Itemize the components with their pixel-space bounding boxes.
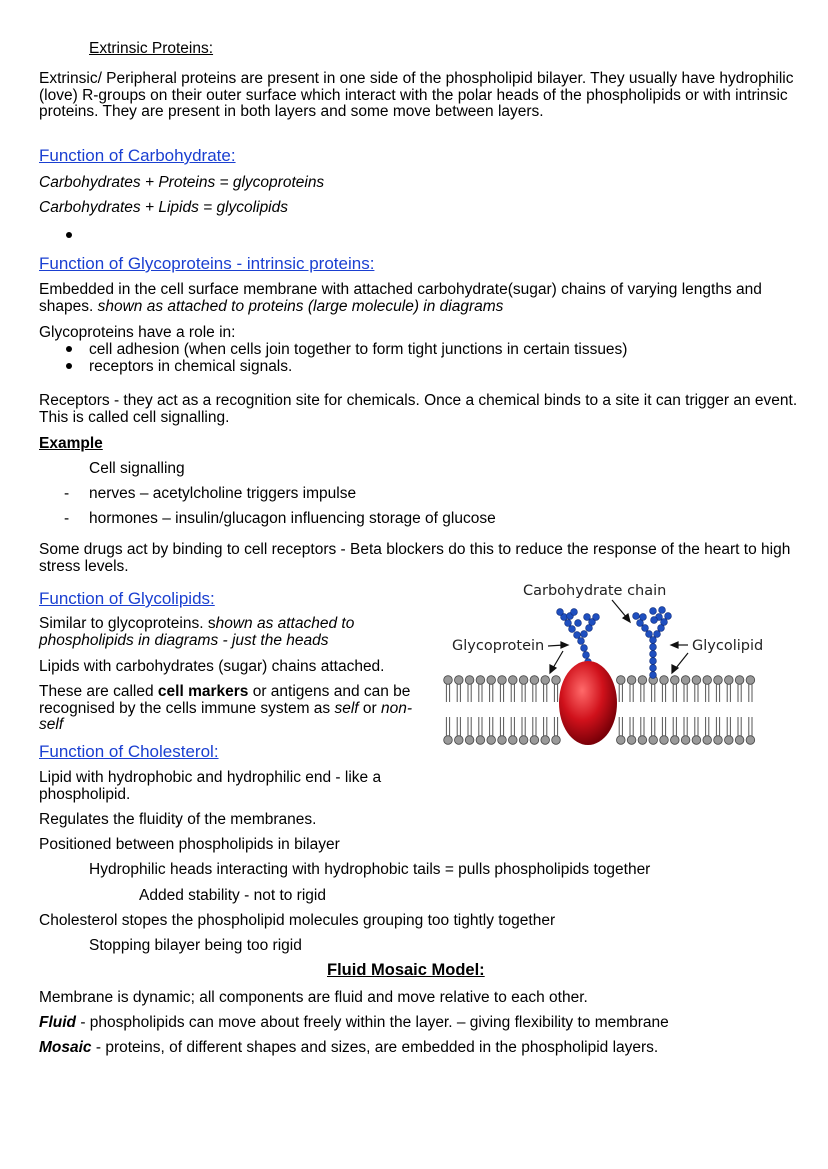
example-dash-1: - (64, 485, 70, 502)
carbohydrate-heading[interactable]: Function of Carbohydrate: (39, 146, 236, 165)
phospholipid-head (530, 736, 539, 745)
cholesterol-heading[interactable]: Function of Cholesterol: (39, 742, 219, 761)
phospholipid-head (476, 676, 485, 685)
sugar-bead (569, 626, 576, 633)
phospholipid-head (444, 736, 453, 745)
sugar-bead (650, 608, 657, 615)
phospholipid-head (714, 736, 723, 745)
mosaic-label: Mosaic (39, 1039, 92, 1056)
glycoprotein-protein (559, 661, 617, 745)
drugs-paragraph: Some drugs act by binding to cell receptors - Beta blockers do this to reduce the response of the heart to high stress levels. (39, 541, 791, 575)
mosaic-text: - proteins, of different shapes and sizes, are embedded in the phospholipid layers. (91, 1039, 659, 1056)
cholesterol-line-3: Positioned between phospholipids in bilayer (39, 836, 340, 853)
phospholipid-head (725, 676, 734, 685)
example-title: Cell signalling (89, 460, 185, 477)
sugar-bead (581, 631, 588, 638)
phospholipid-head (671, 736, 680, 745)
phospholipid-head (519, 676, 528, 685)
phospholipid-head (703, 676, 712, 685)
glycolipids-markers (39, 684, 431, 734)
phospholipid-head (735, 736, 744, 745)
sugar-bead (665, 613, 672, 620)
sugar-bead (574, 632, 581, 639)
sugar-bead (593, 614, 600, 621)
phospholipid-head (692, 736, 701, 745)
sugar-bead (651, 617, 658, 624)
phospholipid-head (455, 676, 464, 685)
sugar-bead (633, 613, 640, 620)
markers-or: or (358, 699, 382, 717)
label-glycoprotein: Glycoprotein (452, 638, 545, 654)
sugar-bead (565, 620, 572, 627)
phospholipid-head (552, 736, 561, 745)
markers-nonself: non-self (39, 699, 413, 733)
role-item-2: receptors in chemical signals. (89, 358, 293, 375)
extrinsic-heading: Extrinsic Proteins: (89, 40, 214, 57)
phospholipid-head (714, 676, 723, 685)
cholesterol-line-1: Lipid with hydrophobic and hydrophilic end - like a phospholipid. (39, 769, 382, 803)
sugar-bead (640, 614, 647, 621)
phospholipid-head (681, 676, 690, 685)
phospholipid-head (671, 676, 680, 685)
example-label: Example (39, 435, 103, 452)
sugar-bead (584, 614, 591, 621)
membrane-diagram (440, 576, 780, 766)
sugar-bead (583, 652, 590, 659)
sugar-bead (650, 651, 657, 658)
carbohydrate-line-2: Carbohydrates + Lipids = glycolipids (39, 199, 288, 216)
phospholipid-head (455, 736, 464, 745)
phospholipid-head (541, 736, 550, 745)
phospholipid-head (509, 676, 518, 685)
sugar-bead (650, 672, 657, 679)
sugar-bead (659, 607, 666, 614)
carbohydrate-line-1: Carbohydrates + Proteins = glycoproteins (39, 174, 325, 191)
phospholipid-head (519, 736, 528, 745)
cholesterol-line-6: Cholesterol stopes the phospholipid molecules grouping too tightly together (39, 912, 556, 929)
label-carbohydrate-chain: Carbohydrate chain (523, 583, 667, 599)
sugar-bead (661, 619, 668, 626)
phospholipid-head (617, 676, 626, 685)
phospholipid-head (530, 676, 539, 685)
phospholipid-head (681, 736, 690, 745)
phospholipid-head (638, 736, 647, 745)
glycoproteins-paragraph-main: Embedded in the cell surface membrane with attached carbohydrate(sugar) chains of varying lengths and shapes. (39, 281, 762, 315)
sugar-bead (571, 609, 578, 616)
empty-bullet (66, 232, 72, 238)
glycolipids-similar (39, 616, 414, 649)
fluid-mosaic-line-1: Membrane is dynamic; all components are fluid and move relative to each other. (39, 989, 588, 1006)
markers-self: self (334, 699, 359, 717)
glycoproteins-heading[interactable]: Function of Glycoproteins - intrinsic proteins: (39, 254, 375, 273)
sugar-bead (575, 620, 582, 627)
phospholipid-head (725, 736, 734, 745)
glycoproteins-role-intro: Glycoproteins have a role in: (39, 324, 236, 341)
phospholipid-head (487, 676, 496, 685)
markers-bold: cell markers (157, 683, 249, 700)
cholesterol-line-5: Added stability - not to rigid (139, 887, 326, 904)
sugar-bead (650, 637, 657, 644)
sugar-bead (650, 658, 657, 665)
sugar-bead (650, 665, 657, 672)
phospholipid-head (541, 676, 550, 685)
label-glycolipid: Glycolipid (692, 638, 764, 654)
phospholipid-head (444, 676, 453, 685)
fluid-mosaic-heading: Fluid Mosaic Model: (327, 961, 485, 979)
extrinsic-paragraph: Extrinsic/ Peripheral proteins are present in one side of the phospholipid bilayer. They usually have hydrophilic (love) R-groups on their outer surface which interact with the polar heads of the phospholipids or with intrinsic proteins. They are present in both layers and some move between layers. (39, 70, 794, 120)
glycolipids-lipids: Lipids with carbohydrates (sugar) chains attached. (39, 658, 385, 675)
phospholipid-head (638, 676, 647, 685)
phospholipid-head (746, 676, 755, 685)
sugar-bead (654, 631, 661, 638)
receptors-paragraph: Receptors - they act as a recognition site for chemicals. Once a chemical binds to a site it can trigger an event. This is called cell signalling. (39, 392, 798, 426)
fluid-label: Fluid (39, 1014, 77, 1031)
phospholipid-head (465, 736, 474, 745)
markers-pre: These are called (39, 683, 158, 700)
markers-mid: or antigens and can be recognised by the cells immune system as (39, 683, 411, 717)
sugar-bead (557, 609, 564, 616)
glycolipids-heading[interactable]: Function of Glycolipids: (39, 589, 215, 608)
sugar-bead (650, 644, 657, 651)
phospholipid-head (649, 736, 658, 745)
phospholipid-head (660, 676, 669, 685)
role-bullet-1 (66, 346, 72, 352)
cholesterol-line-4: Hydrophilic heads interacting with hydrophobic tails = pulls phospholipids together (89, 861, 651, 878)
pointer-arrows (548, 600, 688, 673)
phospholipid-head (660, 736, 669, 745)
glycoproteins-paragraph (39, 282, 799, 315)
phospholipid-head (498, 736, 507, 745)
phospholipid-head (692, 676, 701, 685)
glycoproteins-paragraph-italic: shown as attached to proteins (large molecule) in diagrams (97, 297, 504, 315)
example-item-2: hormones – insulin/glucagon influencing storage of glucose (89, 510, 496, 527)
phospholipid-head (509, 736, 518, 745)
sugar-bead (642, 625, 649, 632)
cholesterol-line-2: Regulates the fluidity of the membranes. (39, 811, 317, 828)
role-bullet-2 (66, 363, 72, 369)
phospholipid-head (476, 736, 485, 745)
phospholipid-head (487, 736, 496, 745)
cholesterol-line-7: Stopping bilayer being too rigid (89, 937, 302, 954)
sugar-bead (578, 638, 585, 645)
mosaic-line (39, 1039, 658, 1056)
glycolipids-similar-italic: hown as attached to phospholipids in diagrams - just the heads (39, 615, 355, 649)
sugar-bead (646, 631, 653, 638)
phospholipid-head (465, 676, 474, 685)
fluid-line (39, 1014, 669, 1031)
phospholipid-head (703, 736, 712, 745)
glycolipids-similar-main: Similar to glycoproteins. s (39, 615, 216, 632)
example-item-1: nerves – acetylcholine triggers impulse (89, 485, 357, 502)
phospholipid-head (627, 676, 636, 685)
example-dash-2: - (64, 510, 70, 527)
phospholipid-head (552, 676, 561, 685)
phospholipid-head (746, 736, 755, 745)
fluid-text: - phospholipids can move about freely within the layer. – giving flexibility to membrane (76, 1014, 669, 1031)
phospholipid-head (498, 676, 507, 685)
phospholipid-head (627, 736, 636, 745)
role-item-1: cell adhesion (when cells join together to form tight junctions in certain tissues) (89, 341, 628, 358)
phospholipid-head (735, 676, 744, 685)
sugar-bead (581, 645, 588, 652)
phospholipid-head (617, 736, 626, 745)
